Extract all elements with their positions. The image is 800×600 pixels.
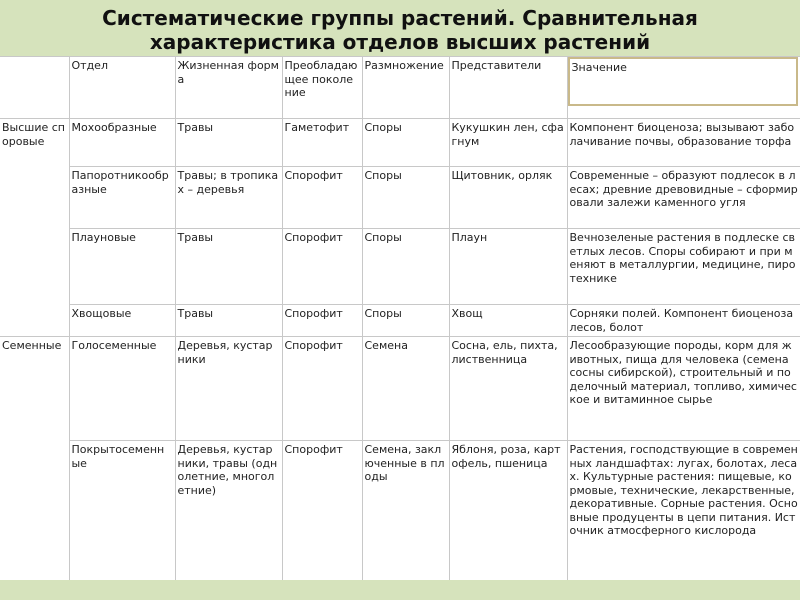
table-row — [0, 441, 800, 581]
cell-significance: Сорняки полей. Компонент биоценоза лесов, болот — [567, 305, 800, 337]
group-seed: Семенные — [0, 337, 69, 581]
cell-division: Голосеменные — [69, 337, 175, 441]
header-representatives: Представители — [449, 57, 567, 119]
table-row — [0, 167, 800, 229]
cell-division: Покрытосеменные — [69, 441, 175, 581]
selected-cell-box[interactable] — [568, 57, 798, 106]
header-life-form: Жизненная форма — [175, 57, 282, 119]
cell-dominant: Спорофит — [282, 229, 362, 305]
table-row — [0, 305, 800, 337]
cell-dominant: Спорофит — [282, 167, 362, 229]
table-row — [0, 337, 800, 441]
cell-significance: Вечнозеленые растения в подлеске светлых лесов. Споры собирают и при меняют в металлургии, медицине, пиротехнике — [567, 229, 800, 305]
spreadsheet-area — [0, 56, 800, 580]
cell-life-form: Травы — [175, 229, 282, 305]
cell-significance: Современные – образуют подлесок в лесах; древние древовидные – сформировали залежи каменного угля — [567, 167, 800, 229]
bottom-strip — [0, 580, 800, 600]
cell-life-form: Деревья, кустарники — [175, 337, 282, 441]
cell-reproduction: Семена — [362, 337, 449, 441]
slide-title — [0, 0, 800, 56]
cell-reproduction: Споры — [362, 119, 449, 167]
header-group — [0, 57, 69, 119]
cell-division: Плауновые — [69, 229, 175, 305]
cell-dominant: Спорофит — [282, 337, 362, 441]
cell-dominant: Спорофит — [282, 305, 362, 337]
cell-significance: Лесообразующие породы, корм для животных, пища для человека (семена сосны сибирской), строительный и поделочный материал, топливо, химическое и витаминное сырье — [567, 337, 800, 441]
header-significance: Значение — [571, 61, 627, 74]
group-spore: Высшие споровые — [0, 119, 69, 337]
cell-representatives: Щитовник, орляк — [449, 167, 567, 229]
cell-representatives: Сосна, ель, пихта, лиственница — [449, 337, 567, 441]
cell-life-form: Деревья, кустарники, травы (однолетние, многолетние) — [175, 441, 282, 581]
cell-significance: Компонент биоценоза; вызывают заболачивание почвы, образование торфа — [567, 119, 800, 167]
cell-significance: Растения, господствующие в современных ландшафтах: лугах, болотах, лесах. Культурные растения: пищевые, кормовые, технические, лекарственные, декоративные. Сорные растения. Основные продуценты в цепи питания. Источник атмосферного кислорода — [567, 441, 800, 581]
plants-comparison-table — [0, 56, 800, 581]
header-reproduction: Размножение — [362, 57, 449, 119]
cell-reproduction: Семена, заключенные в плоды — [362, 441, 449, 581]
cell-representatives: Хвощ — [449, 305, 567, 337]
cell-life-form: Травы; в тропиках – деревья — [175, 167, 282, 229]
cell-division: Папоротникообразные — [69, 167, 175, 229]
cell-division: Хвощовые — [69, 305, 175, 337]
cell-life-form: Травы — [175, 119, 282, 167]
cell-reproduction: Споры — [362, 305, 449, 337]
title-line-1: Систематические группы растений. Сравнительная — [102, 6, 698, 30]
cell-dominant: Гаметофит — [282, 119, 362, 167]
header-division: Отдел — [69, 57, 175, 119]
header-row — [0, 57, 800, 119]
cell-life-form: Травы — [175, 305, 282, 337]
cell-representatives: Яблоня, роза, картофель, пшеница — [449, 441, 567, 581]
cell-representatives: Кукушкин лен, сфагнум — [449, 119, 567, 167]
table-row — [0, 229, 800, 305]
cell-reproduction: Споры — [362, 229, 449, 305]
header-dominant-generation: Преобладающее поколение — [282, 57, 362, 119]
cell-division: Мохообразные — [69, 119, 175, 167]
cell-representatives: Плаун — [449, 229, 567, 305]
cell-reproduction: Споры — [362, 167, 449, 229]
table-row — [0, 119, 800, 167]
header-significance-cell[interactable] — [567, 57, 800, 119]
title-line-2: характеристика отделов высших растений — [149, 30, 651, 54]
cell-dominant: Спорофит — [282, 441, 362, 581]
